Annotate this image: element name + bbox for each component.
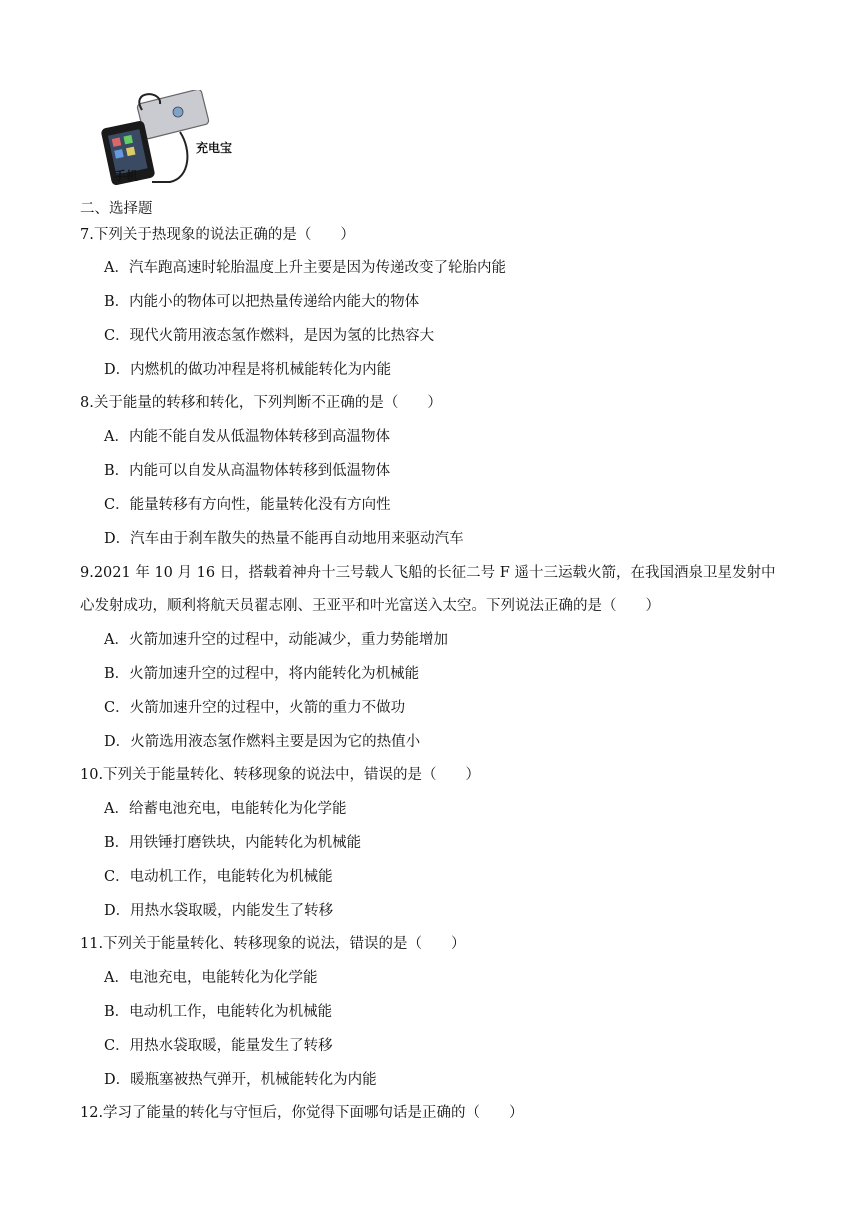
question-12-stem: 12.学习了能量的转化与守恒后，你觉得下面哪句话是正确的（ ） xyxy=(80,1105,524,1121)
question-9-option-d: D．火箭选用液态氢作燃料主要是因为它的热值小 xyxy=(104,734,421,750)
question-9-option-c: C．火箭加速升空的过程中，火箭的重力不做功 xyxy=(104,700,406,716)
question-8-option-c: C．能量转移有方向性，能量转化没有方向性 xyxy=(104,497,391,513)
question-10-option-b: B．用铁锤打磨铁块，内能转化为机械能 xyxy=(104,835,362,851)
question-10-option-c: C．电动机工作，电能转化为机械能 xyxy=(104,869,333,885)
question-8-option-d: D．汽车由于刹车散失的热量不能再自动地用来驱动汽车 xyxy=(104,531,464,547)
question-11-option-c: C．用热水袋取暖，能量发生了转移 xyxy=(104,1038,333,1054)
question-10-option-a: A．给蓄电池充电，电能转化为化学能 xyxy=(104,801,347,817)
phone-label: 手机 xyxy=(114,169,139,183)
question-11-option-b: B．电动机工作，电能转化为机械能 xyxy=(104,1004,333,1020)
question-11-option-d: D．暖瓶塞被热气弹开，机械能转化为内能 xyxy=(104,1072,377,1088)
question-8-option-a: A．内能不能自发从低温物体转移到高温物体 xyxy=(104,429,390,445)
question-7-option-a: A．汽车跑高速时轮胎温度上升主要是因为传递改变了轮胎内能 xyxy=(104,260,506,276)
question-10-stem: 10.下列关于能量转化、转移现象的说法中，错误的是（ ） xyxy=(80,767,481,783)
power-bank-image xyxy=(137,90,210,139)
question-11-stem: 11.下列关于能量转化、转移现象的说法，错误的是（ ） xyxy=(80,936,466,952)
phone-power-bank-figure xyxy=(100,90,240,190)
question-8-option-b: B．内能可以自发从高温物体转移到低温物体 xyxy=(104,463,391,479)
question-8-stem: 8.关于能量的转移和转化，下列判断不正确的是（ ） xyxy=(80,395,442,411)
question-7-stem: 7.下列关于热现象的说法正确的是（ ） xyxy=(80,227,355,243)
question-9-stem-line-2: 心发射成功，顺利将航天员翟志刚、王亚平和叶光富送入太空。下列说法正确的是（ ） xyxy=(80,598,660,614)
question-9-option-b: B．火箭加速升空的过程中，将内能转化为机械能 xyxy=(104,666,420,682)
question-10-option-d: D．用热水袋取暖，内能发生了转移 xyxy=(104,903,334,919)
section-title: 二、选择题 xyxy=(80,201,153,217)
question-7-option-b: B．内能小的物体可以把热量传递给内能大的物体 xyxy=(104,294,420,310)
question-9-stem-line-1: 9.2021 年 10 月 16 日，搭载着神舟十三号载人飞船的长征二号 F 遥十三运载火箭，在我国酒泉卫星发射中 xyxy=(80,565,776,581)
question-9-option-a: A．火箭加速升空的过程中，动能减少，重力势能增加 xyxy=(104,632,448,648)
question-7-option-c: C．现代火箭用液态氢作燃料，是因为氢的比热容大 xyxy=(104,328,435,344)
question-7-option-d: D．内燃机的做功冲程是将机械能转化为内能 xyxy=(104,362,392,378)
question-11-option-a: A．电池充电，电能转化为化学能 xyxy=(104,970,318,986)
power-bank-label: 充电宝 xyxy=(196,141,233,155)
